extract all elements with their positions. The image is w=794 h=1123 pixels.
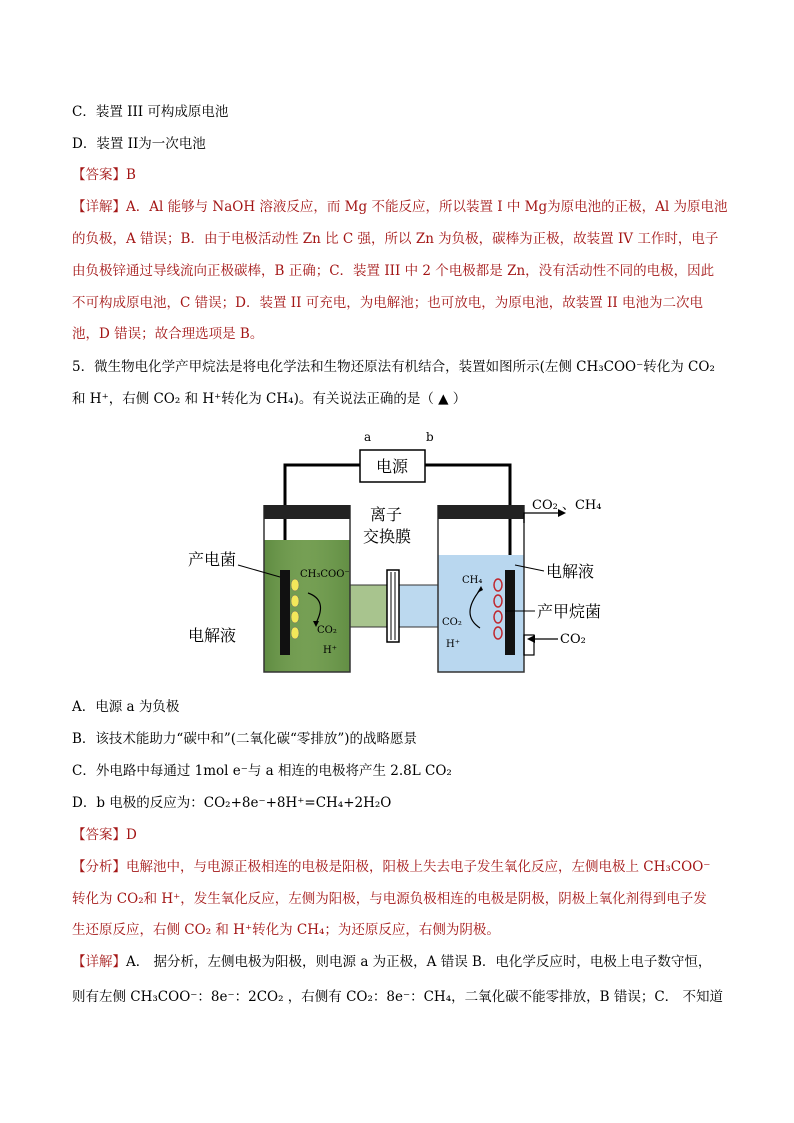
right-lid — [438, 505, 524, 519]
detail-tag-2: 【详解】 — [72, 954, 126, 970]
power-label: 电源 — [375, 457, 409, 476]
option-5-c: C．外电路中每通过 1mol e⁻与 a 相连的电极将产生 2.8L CO₂ — [72, 763, 452, 779]
right-ch4: CH₄ — [462, 575, 483, 586]
option-5-d: D．b 电极的反应为：CO₂+8e⁻+8H⁺=CH₄+2H₂O — [72, 795, 392, 811]
question-5-line-2: 和 H⁺，右侧 CO₂ 和 H⁺转化为 CH₄)。有关说法正确的是（ ▲ ） — [72, 391, 467, 407]
detail-1-line-5: 池，D 错误；故合理选项是 B。 — [72, 326, 264, 342]
answer-tag-2: 【答案】 — [72, 827, 126, 843]
answer-1 — [72, 165, 722, 185]
option-5-b: B．该技术能助力“碳中和”(二氧化碳“零排放”)的战略愿景 — [72, 731, 418, 747]
answer-value-2: D — [126, 827, 137, 843]
right-co2: CO₂ — [442, 617, 462, 628]
left-bacteria-label: 产电菌 — [188, 550, 237, 569]
right-electrolyte-label: 电解液 — [546, 562, 595, 581]
gas-out-label: CO₂ 、CH₄ — [532, 498, 602, 513]
label-a: a — [364, 430, 372, 444]
analysis-line-1: 【分析】电解池中，与电源正极相连的电极是阳极，阳极上失去电子发生氧化反应，左侧电极上 CH₃COO⁻ — [72, 859, 711, 875]
answer-2 — [72, 825, 722, 845]
right-h: H⁺ — [446, 639, 460, 650]
right-bacteria-label: 产甲烷菌 — [537, 602, 602, 621]
option-5-a: A．电源 a 为负极 — [72, 699, 180, 715]
gas-out-pipe — [524, 513, 558, 523]
detail-1-line-2: 的负极，A 错误；B．由于电极活动性 Zn 比 C 强，所以 Zn 为负极，碳棒为正极，故装置 IV 工作时，电子 — [72, 231, 719, 247]
detail-tag: 【详解】 — [72, 199, 126, 215]
bacteria-left — [291, 579, 299, 591]
detail-1-line-4: 不可构成原电池，C 错误；D．装置 II 可充电，为电解池；也可放电，为原电池，故装置 II 电池为二次电 — [72, 295, 703, 311]
left-lid — [264, 505, 350, 519]
left-h: H⁺ — [323, 645, 337, 656]
analysis-line-2: 转化为 CO₂和 H⁺，发生氧化反应，左侧为阳极，与电源负极相连的电极是阴极，阴极上氧化剂得到电子发 — [72, 891, 707, 907]
analysis-tag: 【分析】 — [72, 859, 126, 875]
left-co2: CO₂ — [317, 625, 337, 636]
analysis-line-3: 生还原反应，右侧 CO₂ 和 H⁺转化为 CH₄；为还原反应，右侧为阴极。 — [72, 922, 500, 938]
right-electrode — [505, 570, 515, 655]
membrane-label-2: 交换膜 — [363, 527, 412, 546]
detail-1-line-1: 【详解】A．Al 能够与 NaOH 溶液反应，而 Mg 不能反应，所以装置 I 中 Mg为原电池的正极，Al 为原电池 — [72, 199, 728, 215]
answer-value: B — [126, 167, 136, 183]
detail-2-line-2: 则有左侧 CH₃COO⁻：8e⁻：2CO₂ ，右侧有 CO₂：8e⁻：CH₄，二氧化碳不能零排放，B 错误；C． 不知道 — [72, 989, 723, 1005]
answer-tag: 【答案】 — [72, 167, 126, 183]
left-electrode — [280, 570, 290, 655]
left-ch3coo: CH₃COO⁻ — [300, 569, 350, 580]
option-d-prev: D．装置 II为一次电池 — [72, 136, 206, 152]
detail-2-line-1: 【详解】A． 据分析，左侧电极为阳极，则电源 a 为正极，A 错误 B．电化学反应时，电极上电子数守恒， — [72, 954, 712, 970]
detail-1-line-3: 由负极锌通过导线流向正极碳棒，B 正确；C．装置 III 中 2 个电极都是 Zn，没有活动性不同的电极，因此 — [72, 263, 715, 279]
question-5-line-1: 5．微生物电化学产甲烷法是将电化学法和生物还原法有机结合，装置如图所示(左侧 CH₃COO⁻转化为 CO₂ — [72, 359, 715, 375]
label-b: b — [426, 430, 434, 444]
left-electrolyte-label: 电解液 — [188, 626, 237, 645]
electrolysis-diagram — [180, 425, 610, 685]
option-c-prev: C．装置 III 可构成原电池 — [72, 104, 229, 120]
ion-exchange-membrane — [387, 570, 399, 642]
gas-in-label: CO₂ — [560, 632, 586, 647]
membrane-label-1: 离子 — [370, 505, 403, 524]
left-liquid-shade — [264, 540, 350, 672]
